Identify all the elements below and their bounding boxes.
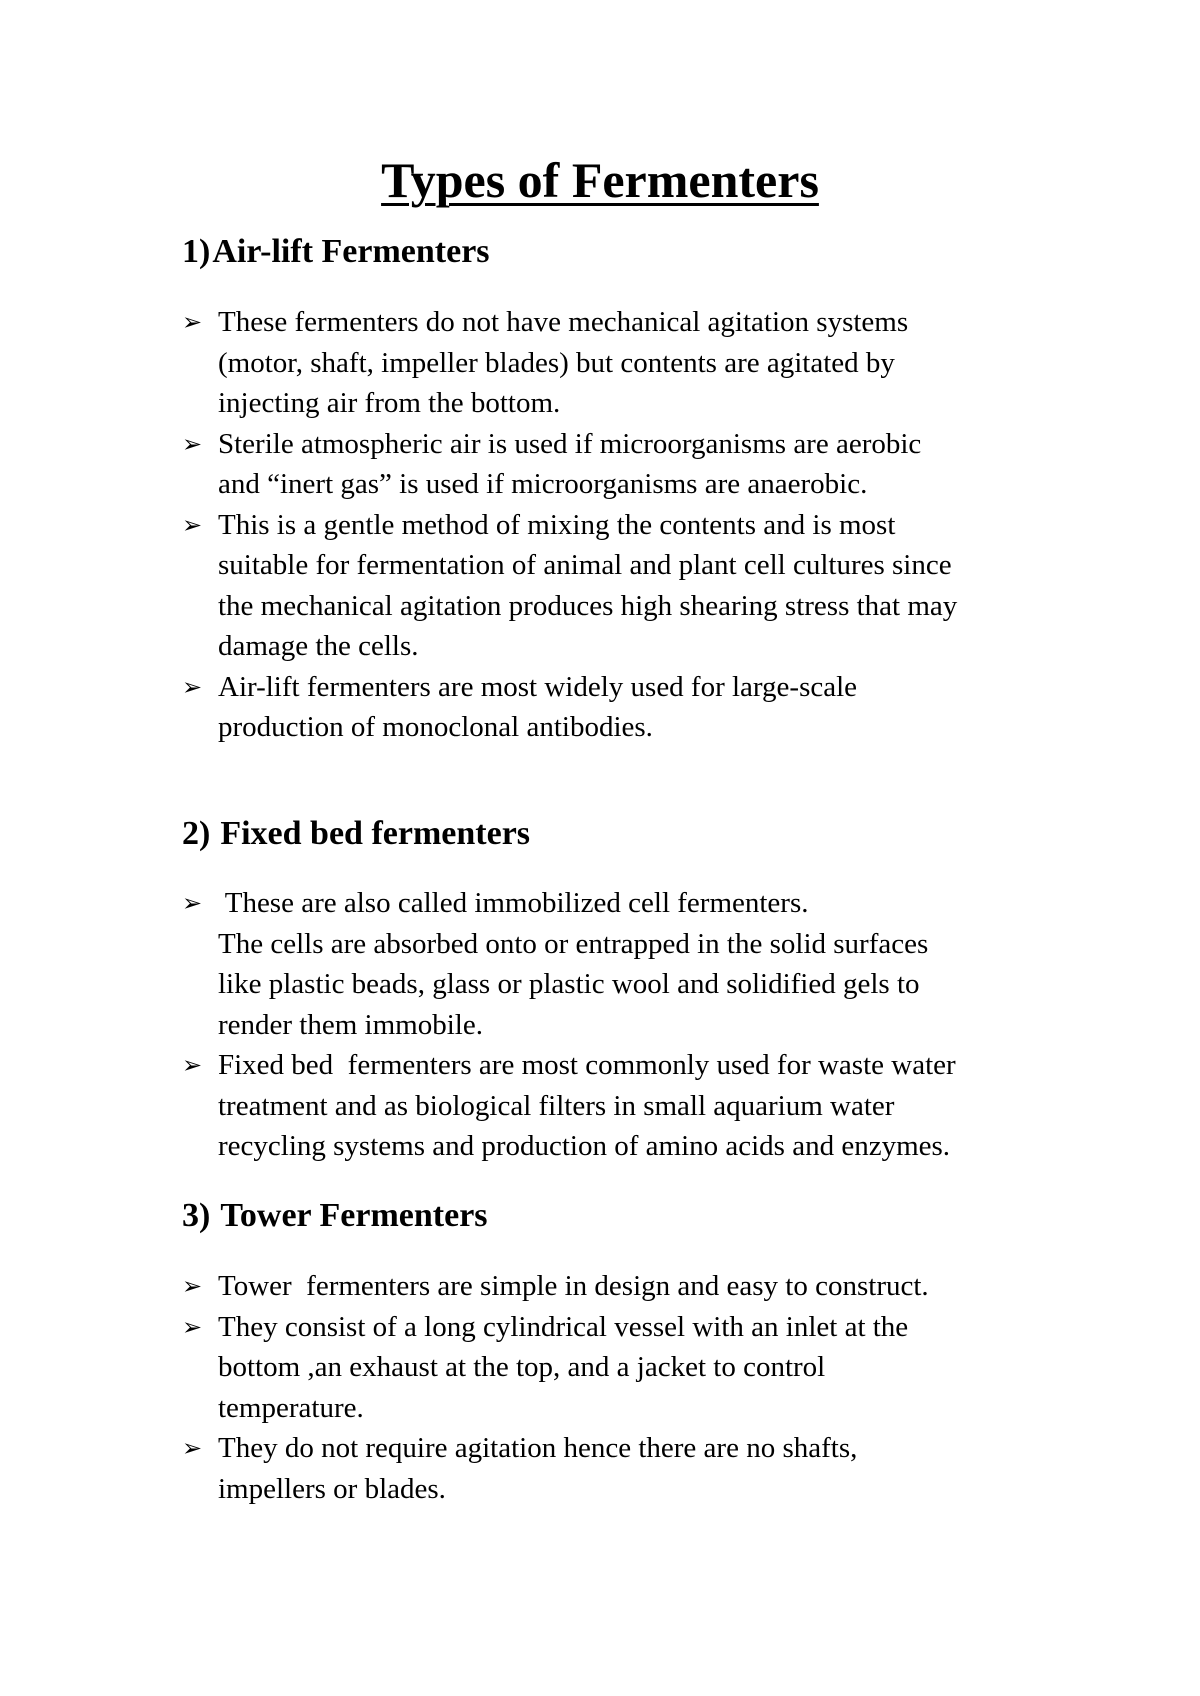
text-line: damage the cells. (218, 630, 419, 662)
list-item (182, 1428, 1062, 1509)
section-number: 3) (182, 1197, 211, 1234)
text-line: like plastic beads, glass or plastic wool and solidified gels to (218, 968, 920, 1000)
section-heading (182, 1196, 488, 1236)
section-heading (182, 814, 530, 854)
list-item (182, 424, 1062, 505)
text-line: and “inert gas” is used if microorganisms are anaerobic. (218, 468, 868, 500)
bullet-list (182, 883, 1062, 1167)
list-item (182, 505, 1062, 667)
arrowhead-bullet-icon: ➢ (182, 1312, 203, 1341)
text-line: suitable for fermentation of animal and plant cell cultures since (218, 549, 952, 581)
arrowhead-bullet-icon: ➢ (182, 889, 203, 917)
arrowhead-bullet-icon: ➢ (182, 1434, 203, 1462)
text-line: temperature. (218, 1391, 364, 1424)
text-line: They consist of a long cylindrical vessel with an inlet at the (218, 1310, 909, 1343)
list-item (182, 1266, 1062, 1307)
list-item (182, 667, 1062, 748)
arrowhead-bullet-icon: ➢ (182, 510, 203, 539)
text-line: render them immobile. (218, 1008, 483, 1041)
text-line: Air-lift fermenters are most widely used for large-scale (218, 670, 858, 703)
list-item (182, 1045, 1062, 1167)
text-line: Fixed bed fermenters are most commonly used for waste water (218, 1049, 956, 1081)
text-line: They do not require agitation hence there are no shafts, (218, 1432, 858, 1464)
text-line: These are also called immobilized cell fermenters. (218, 887, 809, 919)
bullet-list (182, 302, 1062, 748)
arrowhead-bullet-icon: ➢ (182, 1051, 203, 1079)
section-number: 1) (182, 233, 211, 270)
text-line: the mechanical agitation produces high shearing stress that may (218, 589, 958, 622)
text-line: treatment and as biological filters in small aquarium water (218, 1089, 895, 1122)
section-title: Tower Fermenters (220, 1197, 488, 1234)
text-line: impellers or blades. (218, 1472, 446, 1505)
text-line: The cells are absorbed onto or entrapped in the solid surfaces (218, 927, 929, 960)
text-line: These fermenters do not have mechanical agitation systems (218, 306, 909, 338)
list-item (182, 302, 1062, 424)
text-line: This is a gentle method of mixing the contents and is most (218, 508, 896, 541)
text-line: Sterile atmospheric air is used if microorganisms are aerobic (218, 427, 922, 460)
arrowhead-bullet-icon: ➢ (182, 429, 203, 458)
text-line: production of monoclonal antibodies. (218, 711, 653, 743)
section-number: 2) (182, 815, 211, 852)
text-line: injecting air from the bottom. (218, 387, 561, 419)
text-line: recycling systems and production of amino acids and enzymes. (218, 1130, 951, 1162)
arrowhead-bullet-icon: ➢ (182, 672, 203, 701)
text-line: Tower fermenters are simple in design and easy to construct. (218, 1270, 929, 1302)
arrowhead-bullet-icon: ➢ (182, 308, 203, 336)
arrowhead-bullet-icon: ➢ (182, 1272, 203, 1300)
list-item (182, 1307, 1062, 1429)
page-title: Types of Fermenters (381, 152, 819, 208)
section-title: Air-lift Fermenters (212, 233, 490, 270)
text-line: (motor, shaft, impeller blades) but contents are agitated by (218, 346, 895, 379)
list-item (182, 883, 1062, 1045)
bullet-list (182, 1266, 1062, 1509)
text-line: bottom ,an exhaust at the top, and a jacket to control (218, 1351, 826, 1383)
section-heading (182, 232, 490, 272)
section-title: Fixed bed fermenters (220, 815, 531, 852)
